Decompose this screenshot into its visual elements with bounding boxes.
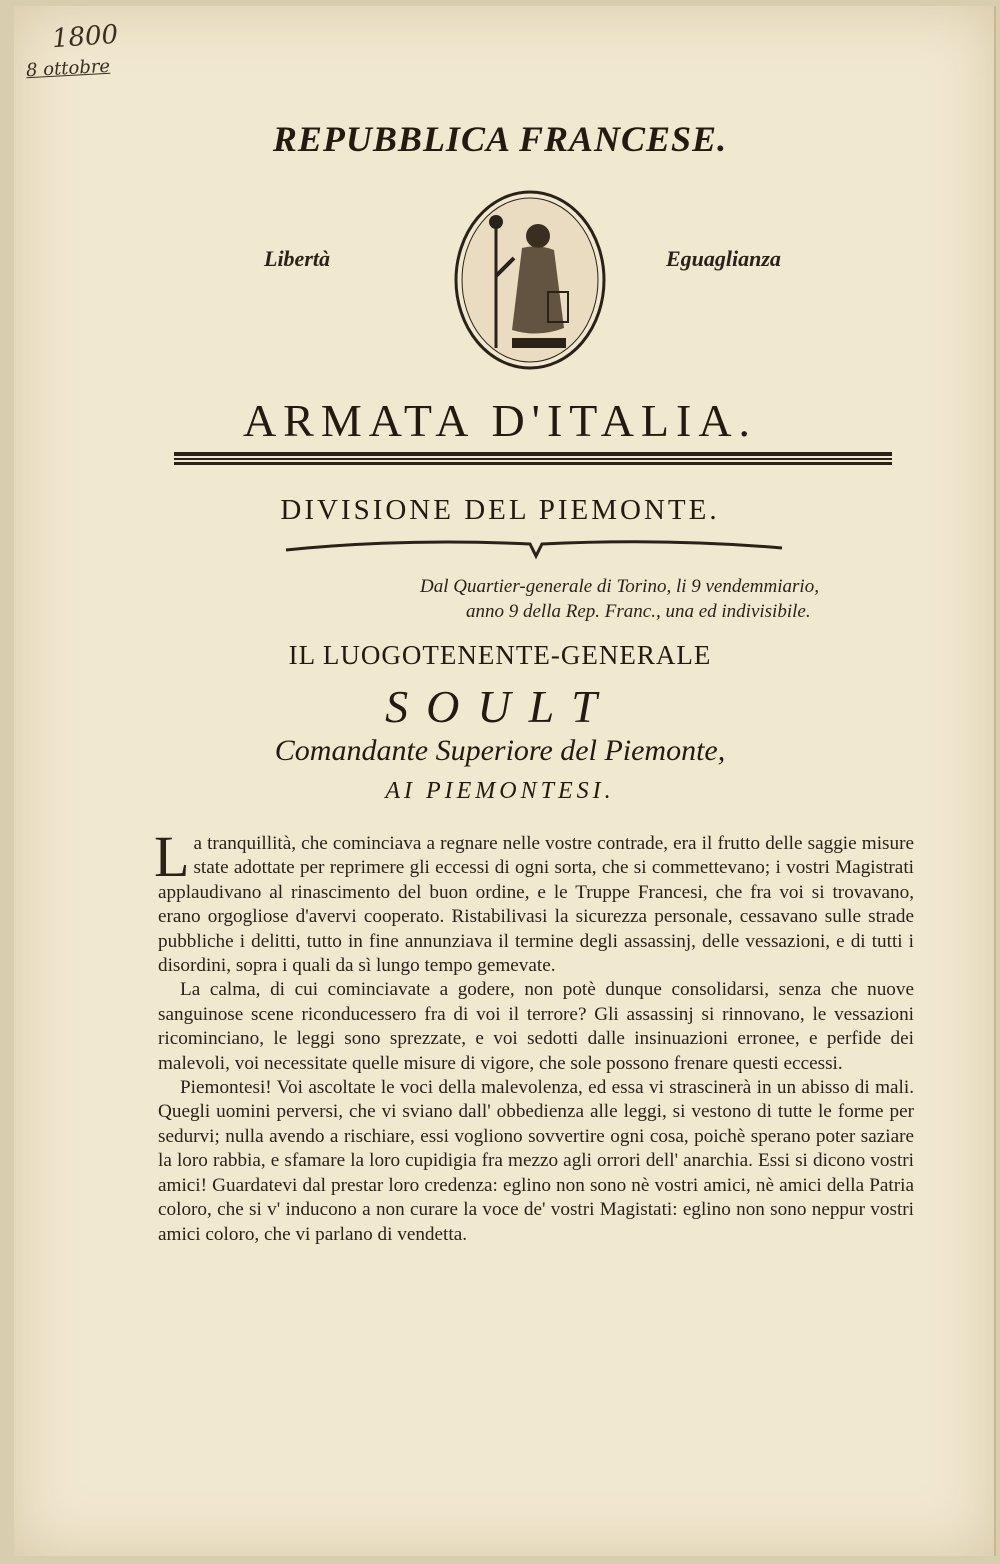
- division-heading: DIVISIONE DEL PIEMONTE.: [280, 494, 720, 526]
- army-heading: ARMATA D'ITALIA.: [242, 395, 758, 446]
- handwritten-year: 1800: [51, 19, 120, 55]
- signatory-name: SOULT: [385, 681, 615, 732]
- liberty-seal-emblem: [452, 188, 608, 372]
- drop-cap: L: [154, 824, 190, 889]
- paragraph-2: La calma, di cui cominciavate a godere, non potè dunque consolidarsi, senza che nuove sanguinose scene riconducessero fra di voi il terrore? Gli assassinj si rinnovano, le vessazioni ricominciano, le leggi sono sprezzate, e voi sedotti dalle insinuazioni erronee, e perfide dei malevoli, voi necessitate quelle misure di vigore, che sole possono frenare questi eccessi.: [158, 979, 914, 1074]
- paragraph-1-text: a tranquillità, che cominciava a regnare nelle vostre contrade, era il frutto delle saggie misure state adottate per reprimere gli eccessi di ogni sorta, che si commettevano; i vostri Magistrati applaudivano al rinascimento del buon ordine, e le Truppe Francesi, che fra voi si trovavano, erano orgogliose d'avervi cooperato. Ristabilivasi la sicurezza personale, cessavano sulle strade pubbliche i delitti, tutto in fine annunziava il termine degli assassinj, delle vessazioni, e di tutti i disordini, sopra i quali da sì lungo tempo gemevate.: [158, 833, 914, 977]
- dateline-line1: Dal Quartier-generale di Torino, li 9 vendemmiario,: [420, 576, 819, 597]
- rank-heading: IL LUOGOTENENTE-GENERALE: [288, 640, 712, 670]
- dateline-line2: anno 9 della Rep. Franc., una ed indivisibile.: [466, 601, 811, 622]
- decorative-swash: [284, 534, 784, 560]
- handwritten-date: 8 ottobre: [25, 55, 111, 82]
- paragraph-1: [154, 824, 914, 978]
- republic-heading: REPUBBLICA FRANCESE.: [272, 119, 728, 159]
- addressee-heading: AI PIEMONTESI.: [385, 778, 615, 804]
- proclamation-body: [154, 824, 914, 1247]
- paragraph-3: Piemontesi! Voi ascoltate le voci della malevolenza, ed essa vi strascinerà in un abisso di mali. Quegli uomini perversi, che vi sviano dall' obbedienza alle leggi, si vestono di tutte le forme per sedurvi; nulla avendo a rischiare, essi vogliono sovvertire ogni cosa, poichè sperano poter saziare la loro rabbia, e sfamare la loro cupidigia fra mezzo agli orrori dell' anarchia. Essi si dicono vostri amici! Guardatevi dal prestar loro credenza: eglino non sono nè vostri amici, nè amici della Patria coloro, che si v' inducono a non curare la voce de' vostri Magistati: eglino non sono neppur vostri amici coloro, che vi parlano di vendetta.: [158, 1077, 914, 1245]
- motto-equality: Eguaglianza: [666, 246, 781, 271]
- motto-liberty: Libertà: [264, 246, 330, 271]
- dateline: [420, 574, 920, 624]
- signatory-title: Comandante Superiore del Piemonte,: [274, 734, 726, 767]
- decorative-rule: [174, 450, 892, 466]
